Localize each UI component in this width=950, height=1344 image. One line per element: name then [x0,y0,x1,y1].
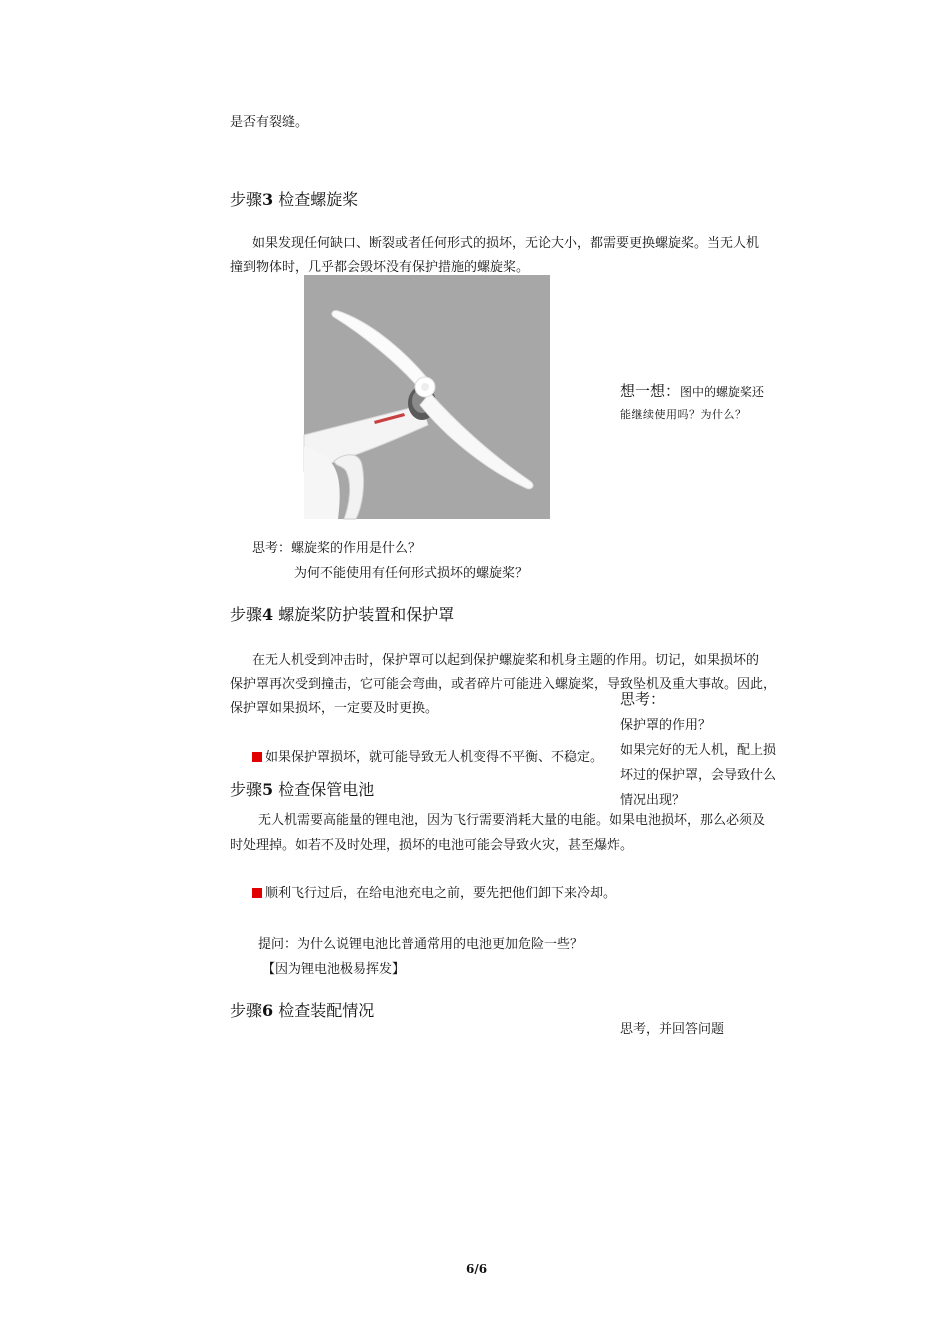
step5-question: 提问：为什么说锂电池比普通常用的电池更加危险一些？ [258,937,584,952]
step3-side-line2: 能继续使用吗？为什么？ [620,408,747,421]
step6-side-cut-text: 思考，并回答问题 [620,1022,725,1037]
step3-title: 检查螺旋桨 [278,190,359,209]
step6-heading [230,998,374,1021]
step3-think-line1: 思考：螺旋桨的作用是什么？ [252,541,422,556]
step5-heading [230,777,374,800]
step4-heading [230,602,454,625]
red-bullet-icon [252,752,262,762]
step5-answer: 【因为锂电池极易挥发】 [262,962,406,977]
step4-label: 步骤 [230,605,263,624]
step6-label: 步骤 [230,1001,263,1020]
step6-side-cut [620,1020,725,1037]
step4-number: 4 [262,605,274,624]
step6-number: 6 [262,1001,274,1020]
step3-side-label: 想一想： [620,382,681,400]
step5-note [252,882,616,901]
step4-side-title: 思考： [620,690,666,708]
step5-para-line2: 时处理掉。如若不及时处理，损坏的电池可能会导致火灾，甚至爆炸。 [230,838,634,853]
step4-para-line1: 在无人机受到冲击时，保护罩可以起到保护螺旋桨和机身主题的作用。切记，如果损坏的 [252,653,760,668]
step4-para-line2: 保护罩再次受到撞击，它可能会弯曲，或者碎片可能进入螺旋桨，导致坠机及重大事故。因此， [230,677,777,692]
step3-heading [230,187,358,210]
step4-side-line4: 情况出现？ [620,793,686,808]
step4-side-line1: 保护罩的作用？ [620,718,712,733]
propeller-drawing [304,275,550,519]
step4-note-text: 如果保护罩损坏，就可能导致无人机变得不平衡、不稳定。 [265,750,604,765]
step3-para-line2: 撞到物体时，几乎都会毁坏没有保护措施的螺旋桨。 [230,260,530,275]
step5-note-text: 顺利飞行过后，在给电池充电之前，要先把他们卸下来冷却。 [265,886,617,901]
step4-title: 螺旋桨防护装置和保护罩 [278,605,455,624]
step3-side-note [620,380,764,401]
step5-number: 5 [262,780,274,799]
step3-label: 步骤 [230,190,263,209]
top-line: 是否有裂缝。 [230,115,309,130]
step5-label: 步骤 [230,780,263,799]
step3-side-line1: 图中的螺旋桨还 [680,385,765,399]
step3-number: 3 [262,190,274,209]
step6-title: 检查装配情况 [278,1001,375,1020]
step5-title: 检查保管电池 [278,780,375,799]
step4-para-line3: 保护罩如果损坏，一定要及时更换。 [230,701,439,716]
step3-para-line1: 如果发现任何缺口、断裂或者任何形式的损坏，无论大小，都需要更换螺旋桨。当无人机 [252,236,760,251]
red-bullet-icon [252,888,262,898]
step4-note [252,746,603,765]
step5-para-line1: 无人机需要高能量的锂电池，因为飞行需要消耗大量的电能。如果电池损坏，那么必须及 [258,813,766,828]
propeller-photo [304,275,550,519]
step4-side-line2: 如果完好的无人机，配上损 [620,743,777,758]
step3-think-line2: 为何不能使用有任何形式损坏的螺旋桨？ [294,566,529,581]
step4-side-line3: 坏过的保护罩，会导致什么 [620,768,777,783]
page-number: 6/6 [466,1262,488,1276]
